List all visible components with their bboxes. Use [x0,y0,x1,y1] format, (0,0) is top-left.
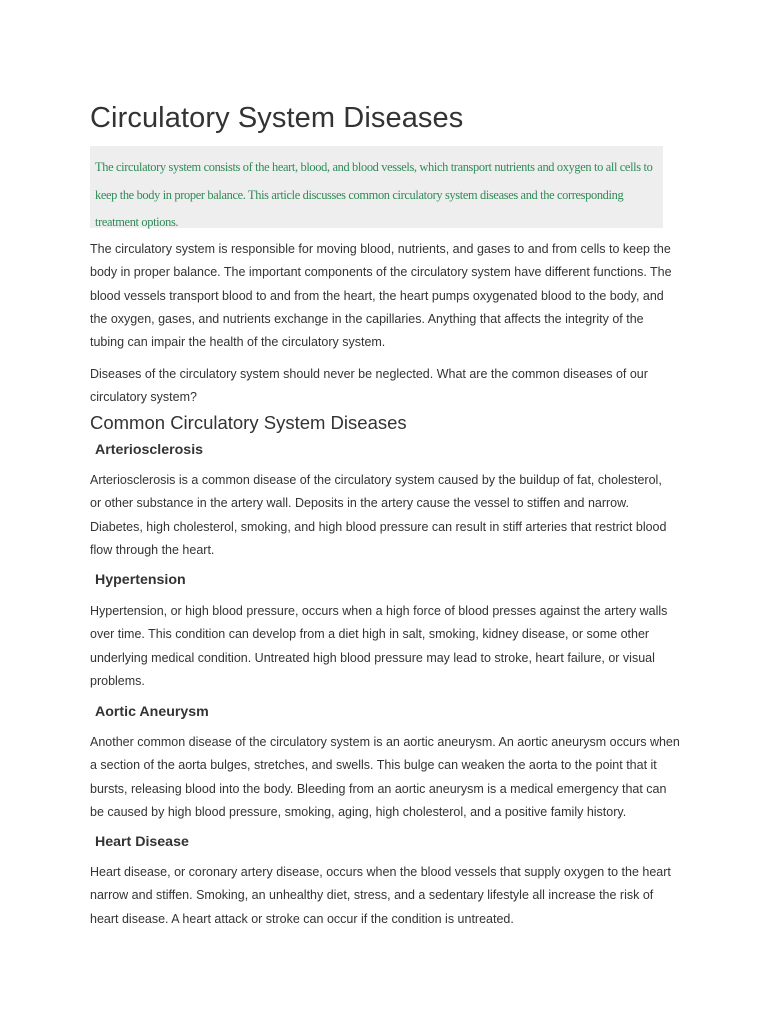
intro-paragraph: The circulatory system is responsible for moving blood, nutrients, and gases to and from cells to keep the body in proper balance. The important components of the circulatory system have different functions. The blood vessels transport blood to and from the heart, the heart pumps oxygenated blood to the body, and the oxygen, gases, and nutrients exchange in the capillaries. Anything that affects the integrity of the tubing can impair the health of the circulatory system. [90,242,672,350]
disease-heading-heart-disease: Heart Disease [95,834,189,850]
disease-heading-hypertension: Hypertension [95,572,186,588]
article-summary-box [90,146,663,228]
page-title: Circulatory System Diseases [90,102,464,134]
disease-description-aortic-aneurysm: Another common disease of the circulatory system is an aortic aneurysm. An aortic aneurysm occurs when a section of the aorta bulges, stretches, and swells. This bulge can weaken the aorta to the point that it bursts, releasing blood into the body. Bleeding from an aortic aneurysm is a medical emergency that can be caused by high blood pressure, smoking, aging, high cholesterol, and a positive family history. [90,735,680,819]
intro-question-paragraph: Diseases of the circulatory system should never be neglected. What are the common diseases of our circulatory system? [90,367,648,405]
disease-description-arteriosclerosis: Arteriosclerosis is a common disease of the circulatory system caused by the buildup of fat, cholesterol, or other substance in the artery wall. Deposits in the artery cause the vessel to stiffen and narrow. Diabetes, high cholesterol, smoking, and high blood pressure can result in stiff arteries that restrict blood flow through the heart. [90,473,667,557]
disease-heading-aortic-aneurysm: Aortic Aneurysm [95,704,209,720]
section-heading: Common Circulatory System Diseases [90,412,407,433]
disease-heading-arteriosclerosis: Arteriosclerosis [95,442,204,458]
disease-description-heart-disease: Heart disease, or coronary artery disease, occurs when the blood vessels that supply oxygen to the heart narrow and stiffen. Smoking, an unhealthy diet, stress, and a sedentary lifestyle all increase the risk of heart disease. A heart attack or stroke can occur if the condition is untreated. [90,865,671,926]
article-summary-text: The circulatory system consists of the heart, blood, and blood vessels, which transport nutrients and oxygen to all cells to keep the body in proper balance. This article discusses common circulatory system diseases and the corresponding treatment options. [95,160,653,229]
disease-description-hypertension: Hypertension, or high blood pressure, occurs when a high force of blood presses against the artery walls over time. This condition can develop from a diet high in salt, smoking, kidney disease, or some other underlying medical condition. Untreated high blood pressure may lead to stroke, heart failure, or visual problems. [90,604,668,688]
